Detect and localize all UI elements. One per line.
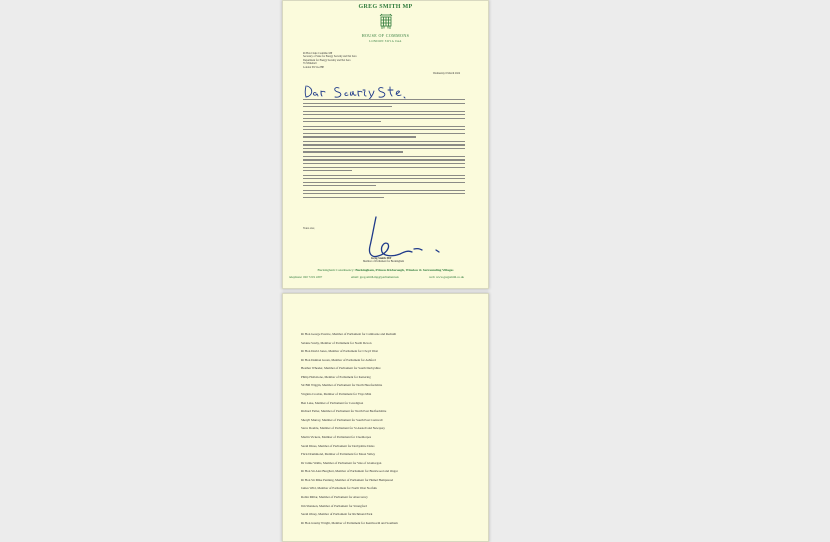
letter-page-2 (282, 293, 489, 542)
footer-email[interactable]: email: greg.smith.mp@parliament.uk (351, 275, 399, 279)
footer-web[interactable]: web: www.gregsmith.co.uk (429, 275, 465, 279)
body-paragraph (303, 156, 465, 172)
cc-recipient-list (301, 330, 398, 527)
cc-recipient: Ben Lake, Member of Parliament for Ceredigion (301, 400, 364, 405)
constituency-areas: Buckingham, Princes Risborough, Winslow & Surrounding Villages (355, 268, 454, 272)
cc-recipient: Dr Jamie Wallis, Member of Parliament for Vale of Glamorgan (301, 460, 382, 465)
cc-recipient: Sir Bill Wiggin, Member of Parliament for North Herefordshire (301, 383, 383, 388)
cc-recipient: Sheryll Murray, Member of Parliament for South East Cornwall (301, 417, 383, 422)
body-paragraph (303, 126, 465, 138)
cc-recipient: Robin Millar, Member of Parliament for Aberconwy (301, 494, 368, 499)
body-paragraph (303, 175, 465, 187)
handwritten-salutation (303, 82, 413, 100)
cc-recipient: James Wild, Member of Parliament for North West Norfolk (301, 486, 377, 491)
cc-recipient: Richard Fuller, Member of Parliament for North East Bedfordshire (301, 409, 387, 414)
signer-name: Greg Smith MP (371, 256, 392, 260)
sign-off: Yours ever, (303, 227, 315, 230)
letter-page-1 (282, 0, 489, 289)
cc-recipient: Rt Hon Jeremy Wright, Member of Parliament for Kenilworth and Southam (301, 520, 398, 525)
letter-body (303, 99, 465, 201)
letterhead-mp-name: GREG SMITH MP (358, 4, 413, 10)
cc-recipient: Flick Drummond, Member of Parliament for Meon Valley (301, 452, 376, 457)
recipient-line: London SW1A 2HP (303, 65, 324, 69)
constituency-footer (289, 268, 482, 272)
body-paragraph (303, 111, 465, 123)
cc-recipient: Steve Double, Member of Parliament for St Austell and Newquay (301, 426, 385, 431)
cc-recipient: Martin Vickers, Member of Parliament for Cleethorpes (301, 434, 372, 439)
cc-recipient: Heather Wheeler, Member of Parliament for South Derbyshire (301, 366, 381, 371)
portcullis-crest-icon (379, 13, 393, 30)
recipient-line: 55 Whitehall (303, 62, 317, 66)
letterhead-house: HOUSE OF COMMONS (361, 33, 410, 38)
constituency-label: Buckingham Constituency: (317, 268, 355, 272)
cc-recipient: Selaine Saxby, Member of Parliament for North Devon (301, 340, 372, 345)
cc-recipient: Sarah Dines, Member of Parliament for Derbyshire Dales (301, 443, 375, 448)
cc-recipient: Virginia Crosbie, Member of Parliament for Ynys Môn (301, 392, 372, 397)
cc-recipient: Sarah Olney, Member of Parliament for Richmond Park (301, 512, 373, 517)
letterhead-address: LONDON SW1A 0AA (369, 39, 402, 43)
recipient-line: Department for Energy Security and Net Zero (303, 58, 351, 62)
cc-recipient: Rt Hon George Eustice, Member of Parliament for Camborne and Redruth (301, 332, 397, 336)
body-paragraph (303, 190, 465, 198)
footer-telephone: telephone: 020 7219 4397 (289, 275, 323, 279)
cc-recipient: Rt Hon David Jones, Member of Parliament for Clwyd West (301, 349, 379, 354)
cc-recipient: Rt Hon Sir Mike Penning, Member of Parliament for Hemel Hempstead (301, 477, 393, 482)
cc-recipient: Jim Shannon, Member of Parliament for Strangford (301, 503, 367, 508)
recipient-line: Secretary of State for Energy Security and Net Zero (303, 55, 357, 59)
cc-recipient: Rt Hon Sir Alex Burghart, Member of Parliament for Brentwood and Ongar (301, 469, 398, 474)
body-paragraph (303, 99, 465, 107)
handwritten-signature (338, 214, 443, 262)
signer-title: Member of Parliament for Buckingham (363, 260, 405, 263)
recipient-line: Rt Hon Claire Coutinho MP (303, 52, 333, 55)
body-paragraph (303, 141, 465, 153)
cc-recipient: Philip Hollobone, Member of Parliament for Kettering (301, 374, 371, 379)
cc-recipient: Rt Hon Damian Green, Member of Parliament for Ashford (301, 357, 376, 362)
letter-date: Wednesday 6 March 2024 (432, 72, 460, 75)
recipient-address (303, 52, 357, 69)
